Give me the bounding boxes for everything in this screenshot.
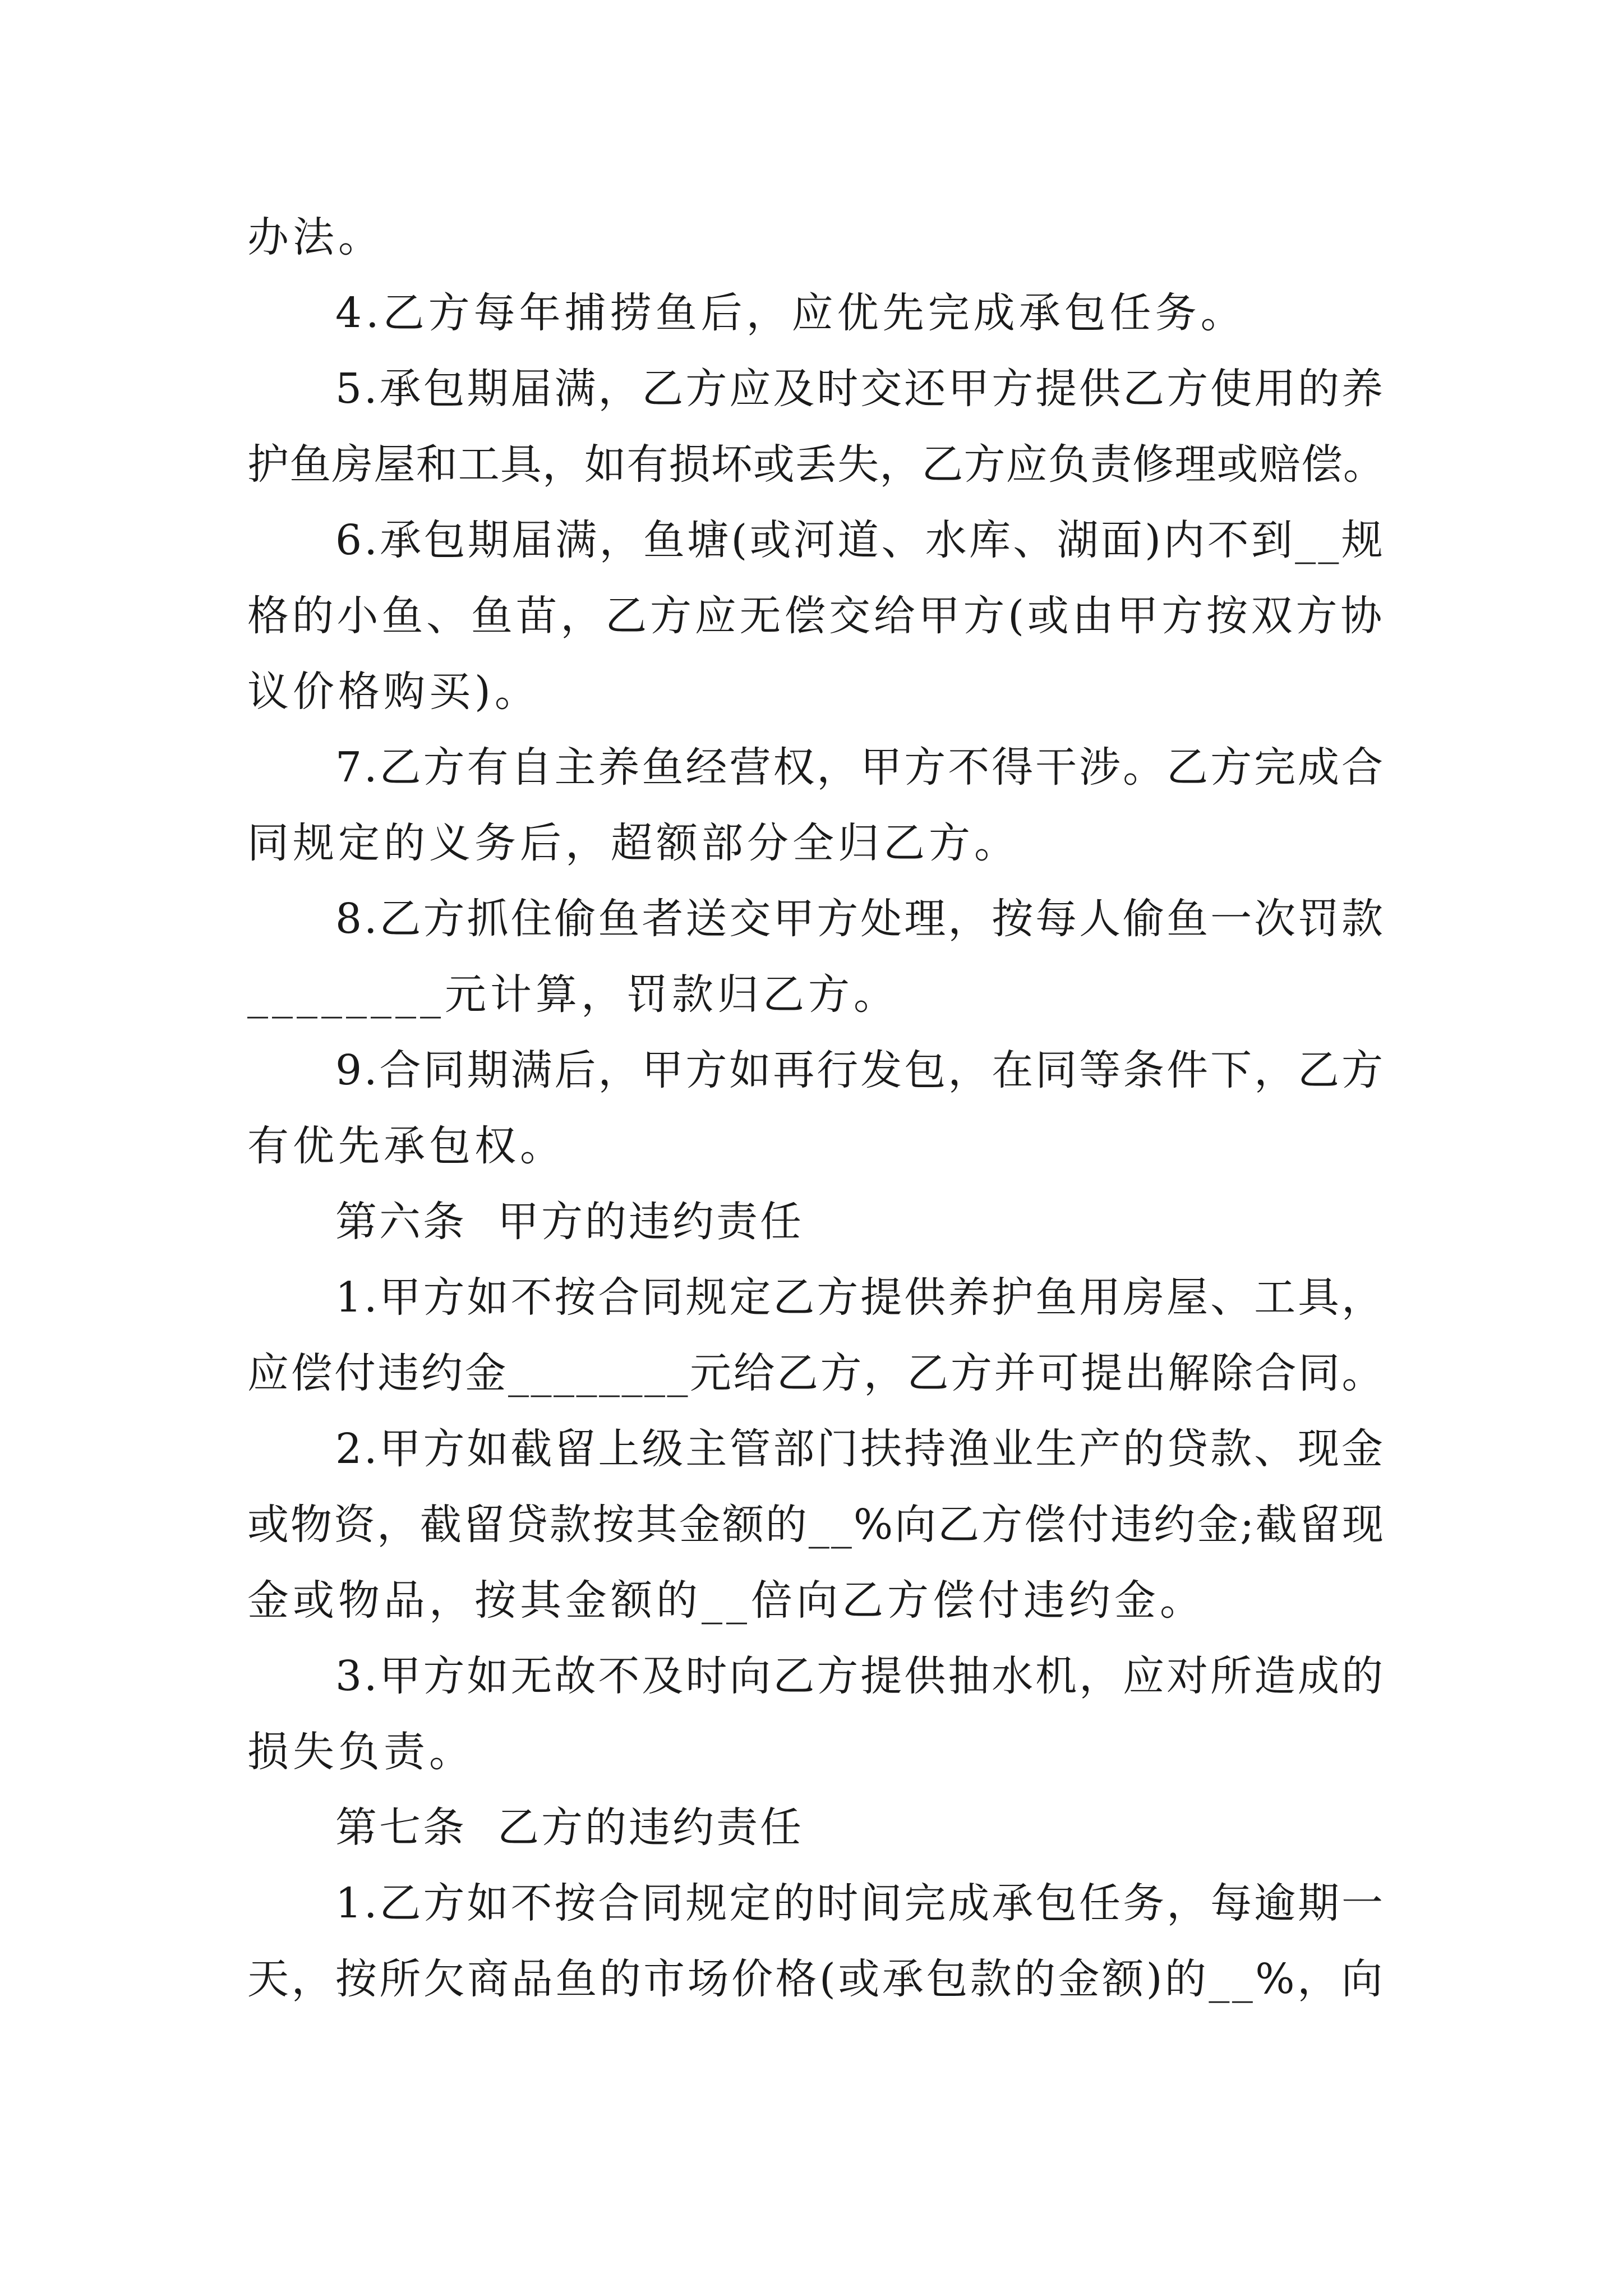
text-line: 议价格购买)。 (247, 668, 540, 716)
text-line: 有优先承包权。 (247, 1122, 565, 1170)
section-heading: 第六条 甲方的违约责任 (335, 1198, 804, 1246)
text-line: 同规定的义务后，超额部分全归乙方。 (247, 819, 1020, 867)
text-line: 8.乙方抓住偷鱼者送交甲方处理，按每人偷鱼一次罚款 (335, 895, 1385, 943)
text-line: ________元计算，罚款归乙方。 (247, 970, 899, 1019)
text-line: 天，按所欠商品鱼的市场价格(或承包款的金额)的__%，向 (247, 1955, 1385, 2003)
section-heading: 第七条 乙方的违约责任 (335, 1803, 804, 1852)
text-line: 格的小鱼、鱼苗，乙方应无偿交给甲方(或由甲方按双方协 (247, 592, 1385, 640)
text-line: 损失负责。 (247, 1728, 474, 1776)
text-line: 金或物品，按其金额的__倍向乙方偿付违约金。 (247, 1576, 1205, 1625)
text-line: 3.甲方如无故不及时向乙方提供抽水机，应对所造成的 (335, 1652, 1385, 1700)
text-line: 7.乙方有自主养鱼经营权，甲方不得干涉。乙方完成合 (335, 743, 1385, 792)
text-line: 或物资，截留贷款按其金额的__%向乙方偿付违约金;截留现 (247, 1501, 1385, 1549)
text-line: 1.甲方如不按合同规定乙方提供养护鱼用房屋、工具， (335, 1273, 1385, 1322)
text-line: 办法。 (247, 213, 384, 261)
text-line: 6.承包期届满，鱼塘(或河道、水库、湖面)内不到__规 (335, 516, 1385, 564)
text-line: 5.承包期届满，乙方应及时交还甲方提供乙方使用的养 (335, 365, 1385, 413)
text-line: 1.乙方如不按合同规定的时间完成承包任务，每逾期一 (335, 1879, 1385, 1927)
text-line: 9.合同期满后，甲方如再行发包，在同等条件下，乙方 (335, 1046, 1385, 1094)
text-line: 4.乙方每年捕捞鱼后，应优先完成承包任务。 (335, 289, 1246, 337)
text-line: 护鱼房屋和工具，如有损坏或丢失，乙方应负责修理或赔偿。 (247, 440, 1385, 489)
text-line: 2.甲方如截留上级主管部门扶持渔业生产的贷款、现金 (335, 1425, 1385, 1473)
text-line: 应偿付违约金________元给乙方，乙方并可提出解除合同。 (247, 1349, 1385, 1397)
